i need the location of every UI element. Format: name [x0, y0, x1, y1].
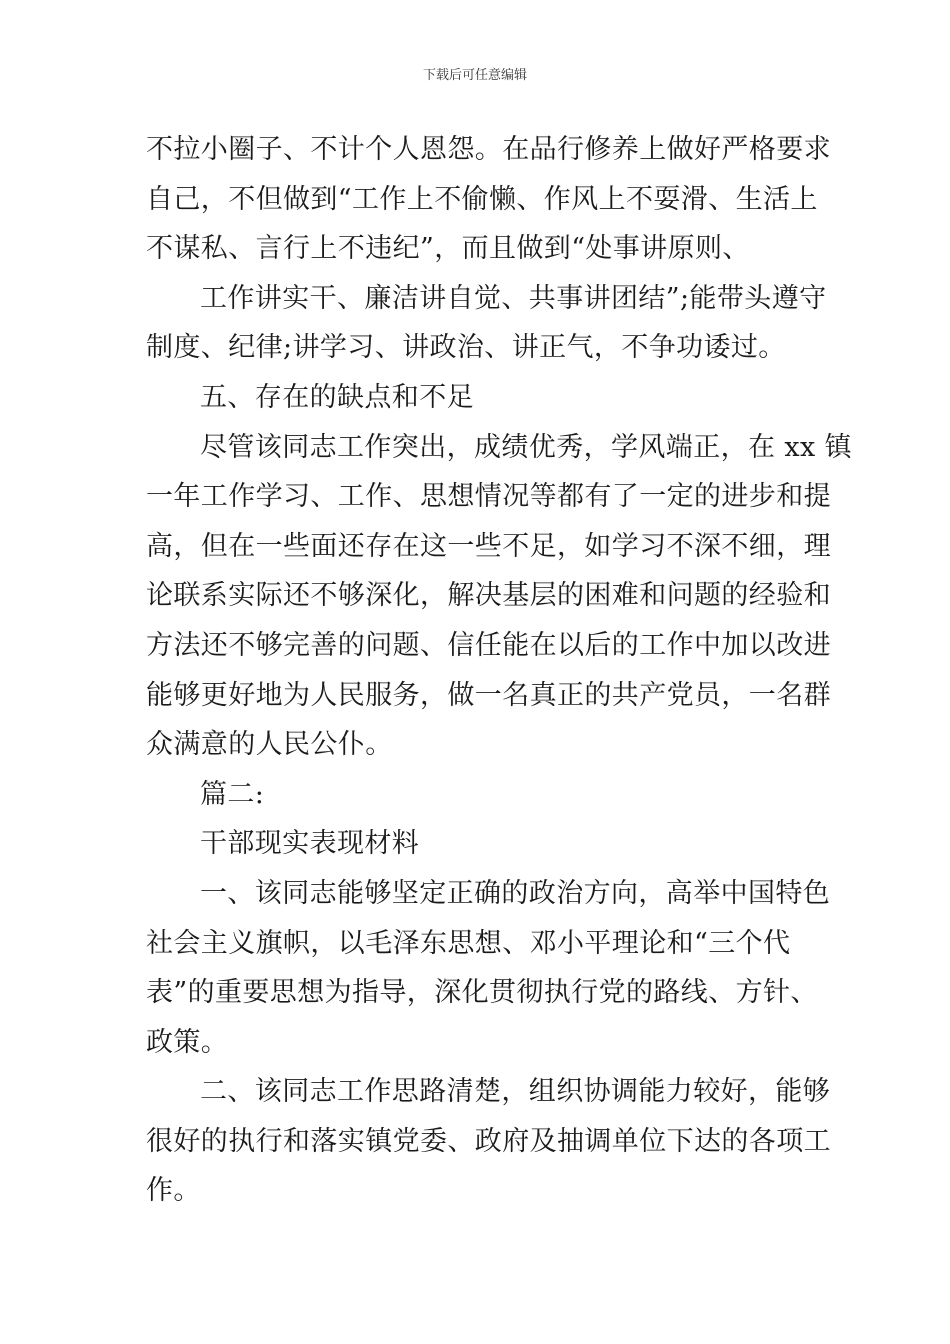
text-line: 制度、纪律;讲学习、讲政治、讲正气，不争功诿过。 [146, 332, 786, 364]
text-line: 众满意的人民公仆。 [146, 729, 393, 761]
text-line: 不谋私、言行上不违纪”，而且做到“处事讲原则、 [146, 233, 750, 265]
section-heading: 篇二: [200, 778, 265, 810]
text-line: 高，但在一些面还存在这一些不足，如学习不深不细，理 [146, 530, 831, 562]
page-header: 下载后可任意编辑 [422, 68, 527, 83]
text-line: 不拉小圈子、不计个人恩怨。在品行修养上做好严格要求 [146, 134, 831, 165]
text-line: 工作讲实干、廉洁讲自觉、共事讲团结”;能带头遵守 [200, 282, 827, 314]
document-body [146, 125, 853, 1216]
document-title: 干部现实表现材料 [200, 828, 420, 860]
section-heading: 五、存在的缺点和不足 [200, 381, 474, 413]
text-line: 一年工作学习、工作、思想情况等都有了一定的进步和提 [146, 481, 831, 513]
text-line: 一、该同志能够坚定正确的政治方向，高举中国特色 [200, 877, 831, 909]
text-line: 自己，不但做到“工作上不偷懒、作风上不耍滑、生活上 [146, 183, 818, 215]
text-line: 很好的执行和落实镇党委、政府及抽调单位下达的各项工 [146, 1125, 831, 1157]
text-line: 作。 [146, 1175, 201, 1207]
text-line: 方法还不够完善的问题、信任能在以后的工作中加以改进 [146, 629, 831, 661]
text-line: 二、该同志工作思路清楚，组织协调能力较好，能够 [200, 1076, 831, 1108]
text-line: 社会主义旗帜，以毛泽东思想、邓小平理论和“三个代 [146, 927, 791, 959]
text-line: 论联系实际还不够深化，解决基层的困难和问题的经验和 [146, 580, 831, 612]
text-line: 表”的重要思想为指导，深化贯彻执行党的路线、方针、 [146, 977, 818, 1009]
text-line: 尽管该同志工作突出，成绩优秀，学风端正，在 xx 镇 [200, 431, 853, 463]
text-line: 政策。 [146, 1026, 229, 1058]
text-line: 能够更好地为人民服务，做一名真正的共产党员，一名群 [146, 679, 831, 711]
